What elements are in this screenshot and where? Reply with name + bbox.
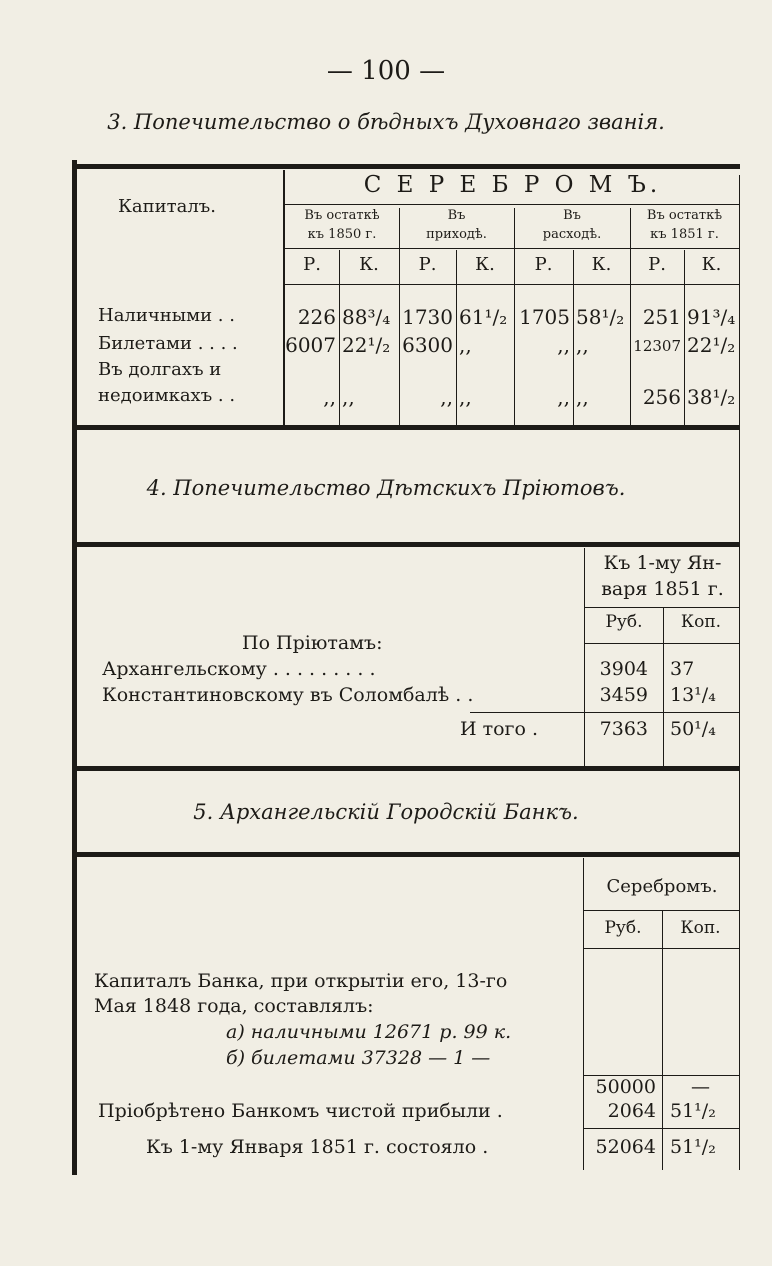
s5-silver-header: Серебромъ.	[606, 876, 718, 897]
s3-row-2-cell-5: ,,	[557, 333, 570, 357]
s3-group-2-line1: Въ	[447, 208, 466, 223]
s3-unit-r-2: Р.	[418, 254, 437, 275]
s5-final-label: Къ 1-му Января 1851 г. состояло .	[146, 1136, 489, 1158]
s3-row-3-label: Въ долгахъ и	[98, 359, 222, 380]
s3-rk-line-1	[339, 250, 340, 425]
s5-divider	[583, 858, 584, 1170]
s3-rule-2	[285, 248, 739, 249]
s4-rule-1	[585, 607, 739, 608]
s3-rule-3	[285, 284, 739, 285]
s3-rule-1	[285, 204, 739, 205]
s3-row-2-cell-6: ,,	[576, 333, 589, 357]
s5-rule-4	[584, 1128, 739, 1129]
s3-group-1-line2: къ 1850 г.	[307, 227, 377, 242]
s4-rub-header: Руб.	[605, 612, 643, 632]
s5-kop-header: Коп.	[680, 918, 721, 938]
s4-row-1-rub: 3904	[599, 658, 648, 680]
s4-total-rule	[470, 712, 739, 713]
s3-row-1-cell-4: 61¹/₂	[459, 305, 508, 329]
s3-rk-line-2	[456, 250, 457, 425]
s3-rk-line-3	[573, 250, 574, 425]
s3-unit-r-4: Р.	[648, 254, 666, 275]
s4-row-2-label: Константиновскому въ Соломбалѣ . .	[102, 684, 474, 706]
s5-top-rule	[72, 852, 740, 857]
s4-kop-header: Коп.	[680, 612, 722, 632]
s3-row-1-cell-7: 251	[642, 305, 681, 329]
s3-row-3-cell-1: ,,	[323, 385, 336, 409]
s3-row-2-cell-8: 22¹/₂	[687, 333, 736, 357]
s3-top-rule	[72, 164, 740, 169]
s4-bottom-rule	[72, 766, 740, 771]
s4-row-1-label: Архангельскому . . . . . . . . .	[102, 658, 376, 680]
section4-title: 4. Попечительство Дѣтскихъ Пріютовъ.	[146, 476, 626, 500]
s3-row-2-cell-2: 22¹/₂	[342, 333, 391, 357]
s3-row-1-cell-1: 226	[297, 305, 336, 329]
s3-row-1-cell-2: 88³/₄	[342, 305, 391, 329]
s4-row-1-kop: 37	[670, 658, 695, 680]
s5-item-a: а) наличными 12671 р. 99 к.	[226, 1021, 512, 1043]
s3-row-3-cell-5: ,,	[557, 385, 570, 409]
s3-rk-line-4	[684, 250, 685, 425]
s5-profit-label: Пріобрѣтено Банкомъ чистой прибыли .	[98, 1100, 503, 1122]
s5-final-kop: 51¹/₂	[670, 1136, 716, 1158]
s3-row-3-label2: недоимкахъ . .	[98, 385, 236, 406]
s3-row-3-cell-2: ,,	[342, 385, 355, 409]
s5-profit-kop: 51¹/₂	[670, 1100, 716, 1122]
s3-group-1-line1: Въ остаткѣ	[304, 208, 380, 223]
s3-row-1-cell-3: 1730	[402, 305, 453, 329]
s3-row-3-cell-8: 38¹/₂	[687, 385, 736, 409]
s3-silver-header: С Е Р Е Б Р О М Ъ.	[363, 172, 662, 198]
s3-row-3-cell-6: ,,	[576, 385, 589, 409]
s5-subtotal-kop: —	[691, 1076, 710, 1098]
s3-unit-k-2: К.	[475, 254, 495, 275]
s5-profit-rub: 2064	[607, 1100, 656, 1122]
s3-row-2-cell-4: ,,	[459, 333, 472, 357]
s3-unit-r-3: Р.	[534, 254, 553, 275]
section3-title: 3. Попечительство о бѣдныхъ Духовнаго званія.	[107, 110, 665, 134]
s4-total-rub: 7363	[599, 718, 648, 740]
s4-date-header-2: варя 1851 г.	[601, 578, 724, 600]
s5-capital-line2: Мая 1848 года, составлялъ:	[94, 995, 374, 1017]
s3-row-3-cell-7: 256	[642, 385, 681, 409]
s5-capital-line1: Капиталъ Банка, при открытіи его, 13-го	[94, 970, 508, 992]
s3-row-1-cell-5: 1705	[519, 305, 570, 329]
s4-rubkop-line	[663, 608, 664, 766]
s3-group-2-line2: приходѣ.	[426, 227, 487, 242]
s3-row-2-cell-7: 12307	[633, 337, 681, 355]
s3-bottom-rule	[72, 425, 740, 430]
s3-unit-k-3: К.	[591, 254, 612, 275]
s3-unit-k-4: К.	[701, 254, 722, 275]
s4-total-kop: 50¹/₄	[670, 718, 716, 740]
s3-row-1-label: Наличными . .	[98, 305, 235, 326]
s3-group-3-line2: расходѣ.	[542, 227, 602, 242]
s3-row-2-label: Билетами . . . .	[98, 333, 238, 354]
s5-final-rub: 52064	[595, 1136, 656, 1158]
s3-row-3-cell-3: ,,	[440, 385, 453, 409]
s3-row-2-cell-3: 6300	[402, 333, 453, 357]
s3-group-4-line1: Въ остаткѣ	[646, 208, 723, 223]
table-frame-right	[739, 175, 740, 1170]
s5-rule-2	[584, 948, 739, 949]
s3-row-1-cell-6: 58¹/₂	[576, 305, 625, 329]
s4-group-label: По Пріютамъ:	[242, 632, 383, 654]
s4-row-2-rub: 3459	[599, 684, 648, 706]
page-number: — 100 —	[326, 56, 446, 86]
s4-top-rule	[72, 542, 740, 547]
s3-row-3-cell-4: ,,	[459, 385, 472, 409]
s4-row-2-kop: 13¹/₄	[670, 684, 716, 706]
s5-rubkop-line	[662, 911, 663, 1170]
s3-group-4-line2: къ 1851 г.	[650, 227, 719, 242]
s3-group-3-line1: Въ	[563, 208, 581, 223]
s5-subtotal-rub: 50000	[595, 1076, 656, 1098]
s3-unit-r-1: Р.	[303, 254, 321, 275]
s3-capital-header: Капиталъ.	[118, 196, 216, 217]
s4-rule-2	[585, 643, 739, 644]
s4-total-label: И того .	[460, 718, 539, 740]
s5-rub-header: Руб.	[604, 918, 642, 938]
s5-item-b: б) билетами 37328 — 1 —	[226, 1047, 491, 1069]
s4-date-header-1: Къ 1-му Ян-	[603, 552, 722, 574]
s3-row-2-cell-1: 6007	[285, 333, 336, 357]
s3-unit-k-1: К.	[359, 254, 379, 275]
s3-row-1-cell-8: 91³/₄	[687, 305, 736, 329]
section5-title: 5. Архангельскій Городскій Банкъ.	[193, 800, 579, 824]
